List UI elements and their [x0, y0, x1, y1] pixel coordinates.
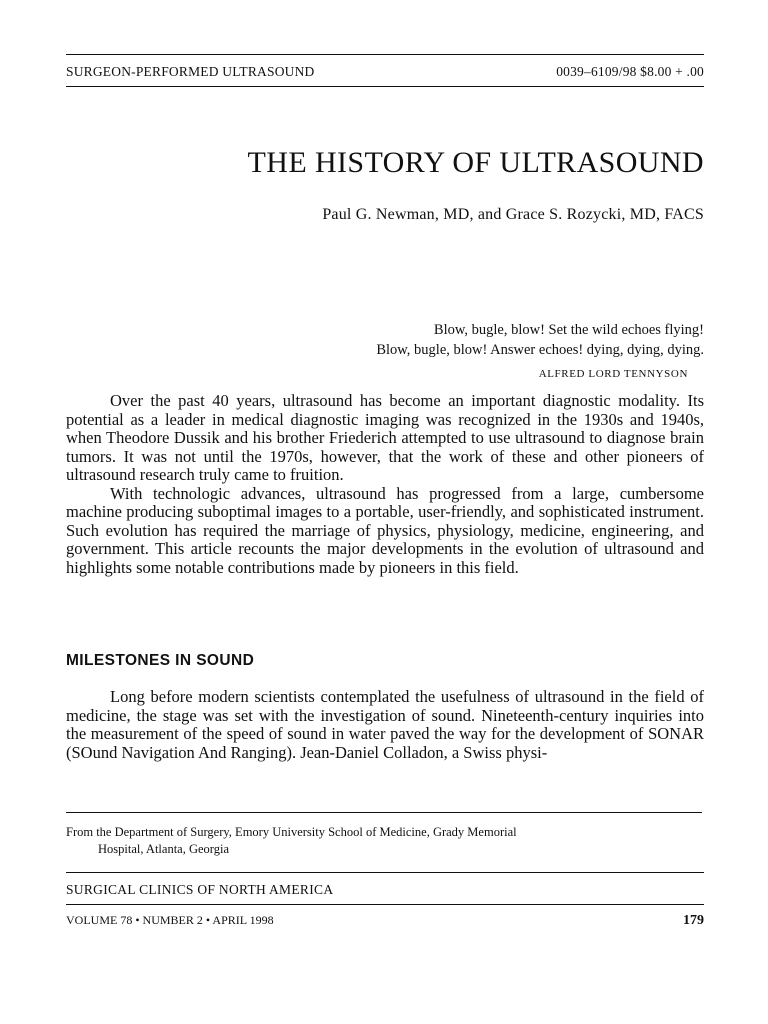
- epigraph-line-2: Blow, bugle, blow! Answer echoes! dying, dying, dying.: [376, 342, 704, 358]
- journal-name: SURGICAL CLINICS OF NORTH AMERICA: [66, 882, 334, 897]
- running-head-rule: [66, 86, 704, 87]
- intro-paragraph-1: Over the past 40 years, ultrasound has become an important diagnostic modality. Its potential as a leader in medical diagnostic imaging was recognized in the 1930s and 1940s, when Theodore Dussik and his brother Friederich attempted to use ultrasound to diagnose brain tumors. It was not until the 1970s, however, that the work of these and other pioneers of ultrasound research truly came to fruition.: [66, 391, 704, 484]
- running-head: [66, 64, 704, 80]
- footnote-line-1: From the Department of Surgery, Emory University School of Medicine, Grady Memorial: [66, 825, 517, 839]
- top-rule: [66, 54, 704, 55]
- footnote: [66, 824, 704, 858]
- article-authors: Paul G. Newman, MD, and Grace S. Rozycki, MD, FACS: [322, 206, 704, 223]
- footnote-rule: [66, 812, 702, 813]
- article-title: THE HISTORY OF ULTRASOUND: [247, 146, 704, 179]
- issue-line: [66, 913, 704, 929]
- page-number: 179: [683, 913, 704, 928]
- issue-info: VOLUME 78 • NUMBER 2 • APRIL 1998: [66, 913, 274, 927]
- epigraph: [66, 320, 704, 360]
- footer-bottom-rule: [66, 904, 704, 905]
- section-paragraph: Long before modern scientists contemplated the usefulness of ultrasound in the field of medicine, the stage was set with the investigation of sound. Nineteenth-century inquiries into the measurement of the speed of sound in water paved the way for the development of SONAR (SOund Navigation And Ranging). Jean-Daniel Colladon, a Swiss physi-: [66, 687, 704, 762]
- footer-top-rule: [66, 872, 704, 873]
- section-heading: MILESTONES IN SOUND: [66, 652, 255, 669]
- footnote-line-2: Hospital, Atlanta, Georgia: [98, 842, 229, 856]
- intro-body: [66, 392, 704, 577]
- running-head-left: SURGEON-PERFORMED ULTRASOUND: [66, 64, 315, 79]
- intro-paragraph-2: With technologic advances, ultrasound has progressed from a large, cumbersome machine producing suboptimal images to a portable, user-friendly, and sophisticated instrument. Such evolution has required the marriage of physics, physiology, medicine, engineering, and government. This article recounts the major developments in the evolution of ultrasound and highlights some notable contributions made by pioneers in this field.: [66, 483, 704, 577]
- epigraph-attribution: ALFRED LORD TENNYSON: [538, 368, 688, 380]
- section-body: [66, 688, 704, 762]
- epigraph-line-1: Blow, bugle, blow! Set the wild echoes flying!: [433, 322, 704, 338]
- running-head-right: 0039–6109/98 $8.00 + .00: [556, 64, 704, 79]
